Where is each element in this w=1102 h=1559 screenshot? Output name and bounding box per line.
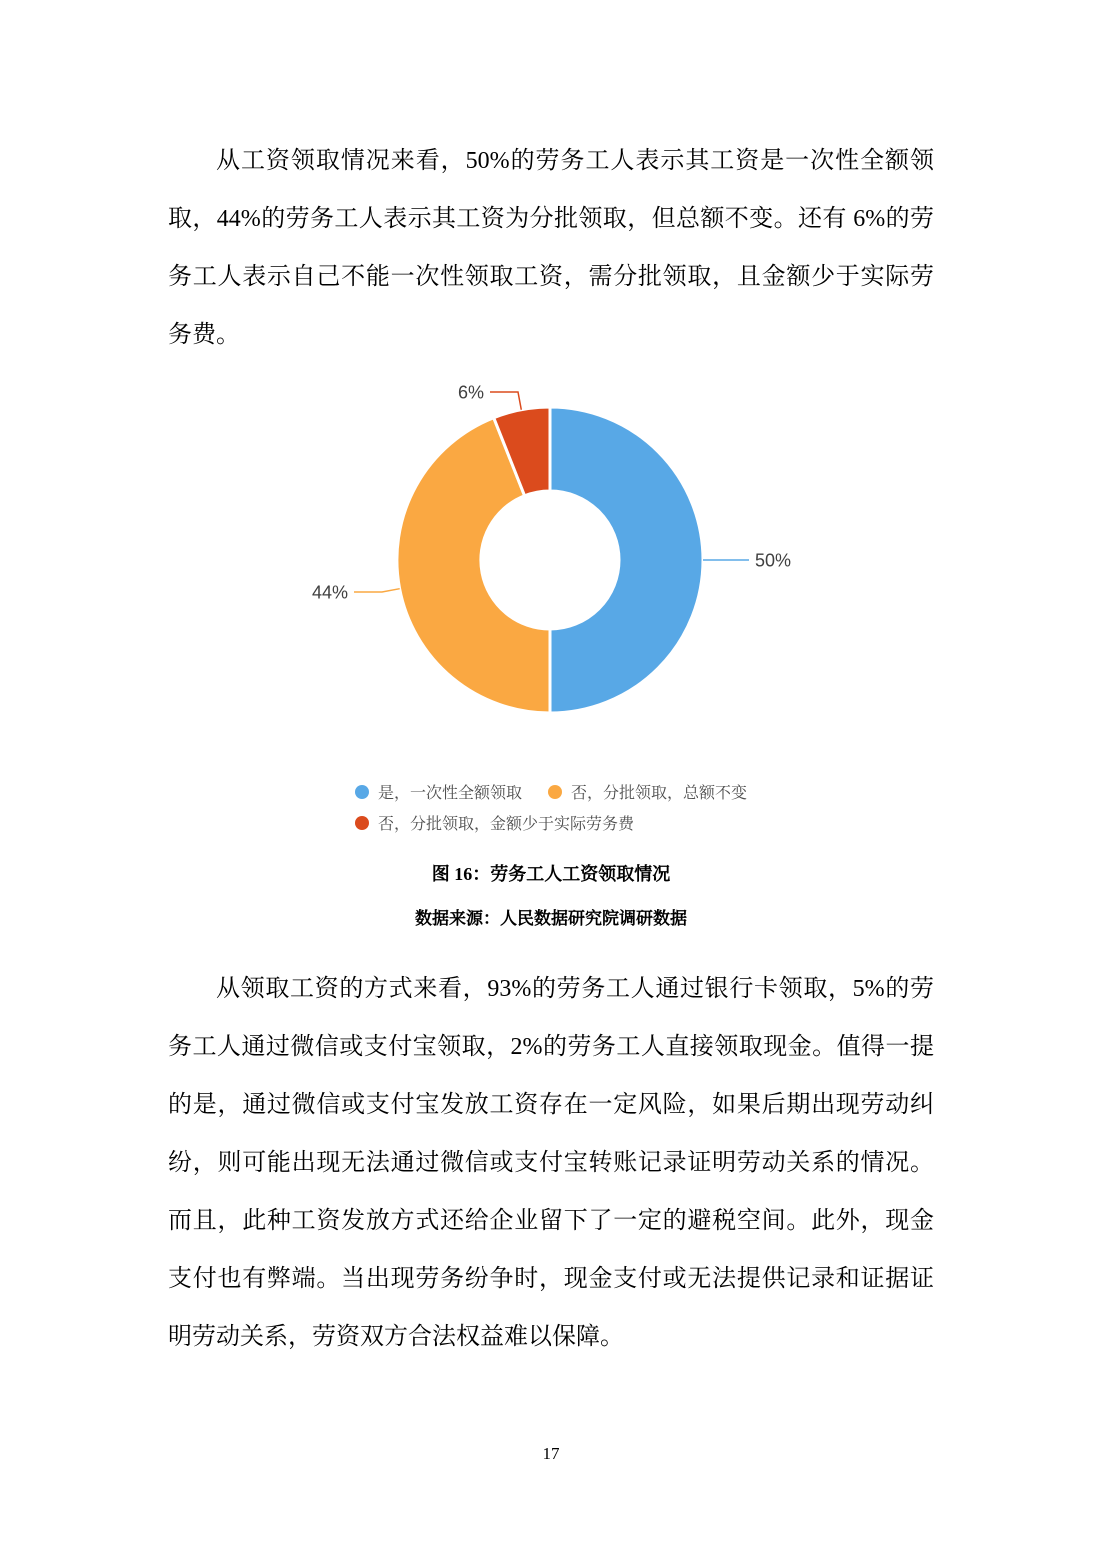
- paragraph-wage-collection: 从工资领取情况来看，50%的劳务工人表示其工资是一次性全额领取，44%的劳务工人表示其工资为分批领取，但总额不变。还有 6%的劳务工人表示自己不能一次性领取工资，需分批领取，且金额少于实际劳务费。: [168, 148, 934, 348]
- leader-line-1: [354, 589, 400, 592]
- legend-label: 否，分批领取，金额少于实际劳务费: [377, 816, 634, 833]
- chart-legend: [0, 780, 1102, 834]
- figure-caption: 图 16：劳务工人工资领取情况: [431, 864, 671, 884]
- legend-row-2: [355, 811, 747, 834]
- legend-item-full-payment: [355, 780, 522, 803]
- page-number: 17: [542, 1444, 560, 1463]
- legend-row-1: [355, 780, 747, 803]
- legend-item-installments-same-total: [548, 780, 747, 803]
- paragraph-payment-method: 从领取工资的方式来看，93%的劳务工人通过银行卡领取，5%的劳务工人通过微信或支付宝领取，2%的劳务工人直接领取现金。值得一提的是，通过微信或支付宝发放工资存在一定风险，如果后期出现劳动纠纷，则可能出现无法通过微信或支付宝转账记录证明劳动关系的情况。而且，此种工资发放方式还给企业留下了一定的避税空间。此外，现金支付也有弊端。当出现劳务纷争时，现金支付或无法提供记录和证据证明劳动关系，劳资双方合法权益难以保障。: [168, 976, 934, 1350]
- donut-slice-0: [550, 407, 703, 713]
- chart-legend-rows: [355, 780, 747, 834]
- donut-chart: [0, 375, 1102, 775]
- legend-dot-red-icon: [355, 816, 369, 830]
- legend-label: 是，一次性全额领取: [377, 785, 522, 802]
- slice-value-label-1: 44%: [311, 582, 348, 603]
- legend-label: 否，分批领取，总额不变: [571, 785, 748, 802]
- data-source-caption: 数据来源：人民数据研究院调研数据: [415, 909, 687, 928]
- legend-item-installments-less-total: [355, 811, 634, 834]
- slice-value-label-0: 50%: [755, 550, 792, 571]
- leader-line-2: [490, 392, 521, 410]
- legend-dot-blue-icon: [355, 785, 369, 799]
- legend-dot-orange-icon: [548, 785, 562, 799]
- slice-value-label-2: 6%: [457, 382, 484, 403]
